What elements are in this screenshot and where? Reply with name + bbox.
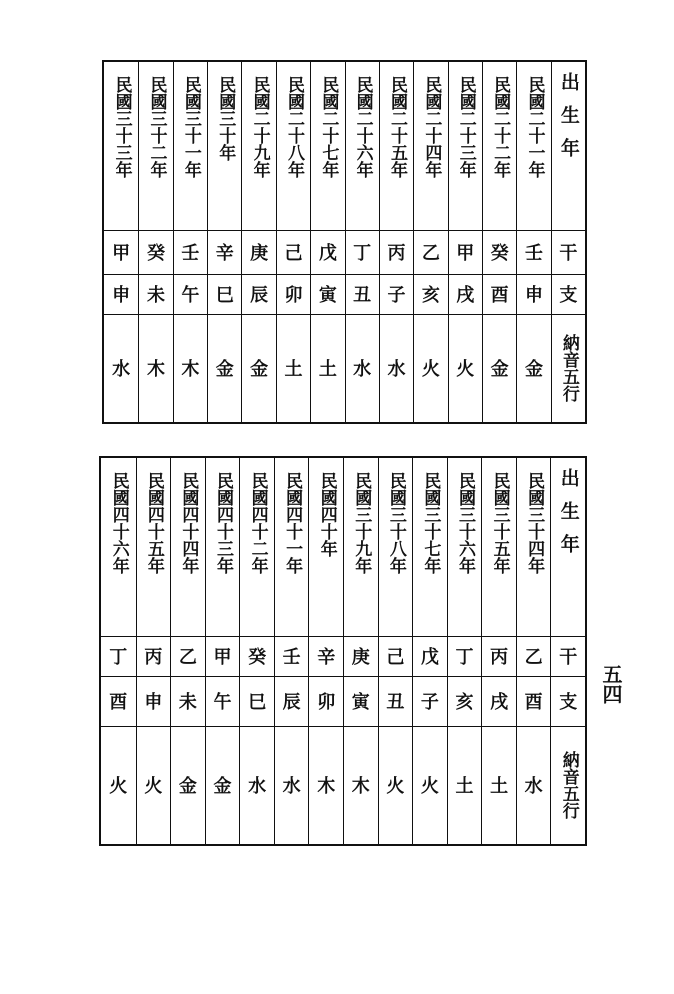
heavenly-stem-cell — [309, 636, 343, 676]
nayin-text: 木 — [181, 359, 200, 380]
nayin-text: 水 — [353, 359, 372, 380]
heavenly-stem-cell — [379, 636, 413, 676]
heavenly-stem-cell — [344, 636, 378, 676]
stem-text: 辛 — [215, 243, 234, 264]
nayin-text: 土 — [284, 359, 303, 380]
heavenly-stem-cell — [171, 636, 205, 676]
nayin-element-cell — [482, 726, 516, 844]
year-column — [274, 458, 309, 844]
branch-text: 丑 — [353, 285, 372, 306]
nayin-text: 金 — [250, 359, 269, 380]
nayin-text: 火 — [144, 776, 163, 797]
nayin-text: 金 — [215, 359, 234, 380]
earthly-branch-cell — [517, 274, 550, 314]
page-number: 五四 — [599, 664, 623, 704]
branch-text: 寅 — [318, 285, 337, 306]
earthly-branch-cell — [137, 676, 171, 726]
nayin-element-cell — [101, 726, 136, 844]
birth-year-cell — [242, 62, 275, 230]
branch-text: 子 — [420, 692, 439, 713]
birth-year-cell — [311, 62, 344, 230]
heavenly-stem-cell — [101, 636, 136, 676]
year-text: 民國三十五年 — [489, 472, 510, 574]
nayin-element-cell — [414, 314, 447, 422]
year-text: 民國四十四年 — [178, 472, 199, 574]
year-column — [448, 62, 482, 422]
branch-text: 卯 — [317, 692, 336, 713]
stem-text: 乙 — [524, 647, 543, 668]
header-stem-label: 干 — [559, 243, 578, 264]
birth-year-cell — [517, 62, 550, 230]
branch-text: 辰 — [282, 692, 301, 713]
year-column — [205, 458, 240, 844]
heavenly-stem-cell — [139, 230, 172, 274]
birth-year-cell — [137, 458, 171, 636]
nayin-text: 土 — [490, 776, 509, 797]
earthly-branch-cell — [206, 676, 240, 726]
header-nayin-label: 納音五行 — [558, 334, 579, 402]
year-text: 民國三十九年 — [351, 472, 372, 574]
nayin-text: 木 — [147, 359, 166, 380]
year-text: 民國二十六年 — [352, 76, 373, 178]
heavenly-stem-cell — [275, 636, 309, 676]
year-text: 民國四十三年 — [212, 472, 233, 574]
heavenly-stem-cell — [242, 230, 275, 274]
nayin-text: 金 — [524, 359, 543, 380]
stem-text: 癸 — [147, 243, 166, 264]
branch-text: 卯 — [284, 285, 303, 306]
year-text: 民國二十五年 — [387, 76, 408, 178]
heavenly-stem-cell — [482, 636, 516, 676]
stem-text: 己 — [386, 647, 405, 668]
branch-text: 巳 — [248, 692, 267, 713]
birth-year-cell — [517, 458, 551, 636]
earthly-branch-cell — [275, 676, 309, 726]
earthly-branch-cell — [414, 274, 447, 314]
birth-year-cell — [379, 458, 413, 636]
nayin-text: 土 — [455, 776, 474, 797]
earthly-branch-cell — [413, 676, 447, 726]
branch-text: 申 — [112, 285, 131, 306]
earthly-branch-cell — [448, 676, 482, 726]
branch-text: 辰 — [250, 285, 269, 306]
nayin-text: 火 — [109, 776, 128, 797]
branch-text: 申 — [524, 285, 543, 306]
branch-text: 酉 — [490, 285, 509, 306]
nayin-text: 金 — [213, 776, 232, 797]
year-text: 民國二十四年 — [421, 76, 442, 178]
nayin-element-cell — [483, 314, 516, 422]
nayin-text: 火 — [386, 776, 405, 797]
nayin-element-cell — [448, 726, 482, 844]
year-column — [447, 458, 482, 844]
earthly-branch-cell — [171, 676, 205, 726]
heavenly-stem-cell — [414, 230, 447, 274]
year-column — [345, 62, 379, 422]
earthly-branch-cell — [483, 274, 516, 314]
nayin-text: 水 — [282, 776, 301, 797]
nayin-element-cell — [208, 314, 241, 422]
birth-year-cell — [309, 458, 343, 636]
nayin-element-cell — [517, 726, 551, 844]
branch-text: 酉 — [109, 692, 128, 713]
branch-text: 戌 — [490, 692, 509, 713]
heavenly-stem-cell — [104, 230, 138, 274]
year-column — [136, 458, 171, 844]
birth-year-cell — [483, 62, 516, 230]
year-text: 民國四十六年 — [108, 472, 129, 574]
birth-year-cell — [275, 458, 309, 636]
stem-text: 丙 — [144, 647, 163, 668]
stem-text: 壬 — [181, 243, 200, 264]
year-text: 民國二十八年 — [283, 76, 304, 178]
earthly-branch-cell — [139, 274, 172, 314]
branch-text: 未 — [178, 692, 197, 713]
earthly-branch-cell — [344, 676, 378, 726]
heavenly-stem-cell — [517, 636, 551, 676]
year-text: 民國三十八年 — [385, 472, 406, 574]
year-column — [170, 458, 205, 844]
year-column — [516, 62, 550, 422]
heavenly-stem-cell — [517, 230, 550, 274]
branch-text: 子 — [387, 285, 406, 306]
stem-text: 庚 — [250, 243, 269, 264]
header-year — [552, 62, 585, 230]
birth-year-cell — [139, 62, 172, 230]
branch-text: 午 — [181, 285, 200, 306]
year-column — [310, 62, 344, 422]
year-text: 民國三十三年 — [111, 76, 132, 178]
nayin-element-cell — [379, 726, 413, 844]
earthly-branch-cell — [517, 676, 551, 726]
year-column — [378, 458, 413, 844]
nayin-element-cell — [380, 314, 413, 422]
earthly-branch-cell — [240, 676, 274, 726]
branch-text: 亥 — [455, 692, 474, 713]
earthly-branch-cell — [482, 676, 516, 726]
year-column — [343, 458, 378, 844]
year-text: 民國四十二年 — [247, 472, 268, 574]
ganzhi-table-1 — [102, 60, 587, 424]
birth-year-cell — [104, 62, 138, 230]
year-text: 民國二十九年 — [249, 76, 270, 178]
year-text: 民國四十一年 — [282, 472, 303, 574]
nayin-element-cell — [346, 314, 379, 422]
header-stem — [552, 230, 585, 274]
nayin-element-cell — [277, 314, 310, 422]
birth-year-cell — [449, 62, 482, 230]
stem-text: 甲 — [112, 243, 131, 264]
nayin-text: 火 — [421, 359, 440, 380]
branch-text: 酉 — [524, 692, 543, 713]
heavenly-stem-cell — [380, 230, 413, 274]
header-nayin-label: 納音五行 — [558, 751, 579, 819]
nayin-element-cell — [206, 726, 240, 844]
ganzhi-table-2 — [99, 456, 587, 846]
nayin-element-cell — [137, 726, 171, 844]
branch-text: 丑 — [386, 692, 405, 713]
nayin-text: 水 — [112, 359, 131, 380]
header-nayin — [552, 314, 585, 422]
year-text: 民國四十年 — [316, 472, 337, 557]
year-column — [104, 62, 138, 422]
birth-year-cell — [482, 458, 516, 636]
stem-text: 戊 — [318, 243, 337, 264]
year-column — [173, 62, 207, 422]
birth-year-cell — [101, 458, 136, 636]
year-text: 民國三十二年 — [146, 76, 167, 178]
birth-year-cell — [448, 458, 482, 636]
year-column — [239, 458, 274, 844]
nayin-text: 水 — [248, 776, 267, 797]
nayin-element-cell — [174, 314, 207, 422]
year-column — [138, 62, 172, 422]
nayin-element-cell — [517, 314, 550, 422]
header-column — [551, 62, 585, 422]
header-nayin — [551, 726, 585, 844]
year-text: 民國二十三年 — [455, 76, 476, 178]
header-year-label: 出生年 — [557, 468, 580, 567]
earthly-branch-cell — [346, 274, 379, 314]
stem-text: 壬 — [524, 243, 543, 264]
year-column — [379, 62, 413, 422]
stem-text: 辛 — [317, 647, 336, 668]
year-column — [241, 62, 275, 422]
year-column — [412, 458, 447, 844]
nayin-element-cell — [309, 726, 343, 844]
year-column — [516, 458, 551, 844]
earthly-branch-cell — [174, 274, 207, 314]
stem-text: 癸 — [490, 243, 509, 264]
heavenly-stem-cell — [311, 230, 344, 274]
earthly-branch-cell — [449, 274, 482, 314]
year-column — [482, 62, 516, 422]
stem-text: 乙 — [178, 647, 197, 668]
branch-text: 午 — [213, 692, 232, 713]
stem-text: 戊 — [420, 647, 439, 668]
heavenly-stem-cell — [483, 230, 516, 274]
year-text: 民國三十四年 — [524, 472, 545, 574]
stem-text: 丙 — [387, 243, 406, 264]
nayin-element-cell — [344, 726, 378, 844]
header-stem — [551, 636, 585, 676]
year-text: 民國四十五年 — [143, 472, 164, 574]
stem-text: 乙 — [421, 243, 440, 264]
nayin-text: 土 — [318, 359, 337, 380]
header-year-label: 出生年 — [557, 72, 580, 171]
header-branch — [552, 274, 585, 314]
stem-text: 丙 — [490, 647, 509, 668]
nayin-text: 金 — [490, 359, 509, 380]
stem-text: 庚 — [351, 647, 370, 668]
header-branch — [551, 676, 585, 726]
year-column — [276, 62, 310, 422]
nayin-element-cell — [449, 314, 482, 422]
birth-year-cell — [171, 458, 205, 636]
stem-text: 丁 — [455, 647, 474, 668]
birth-year-cell — [208, 62, 241, 230]
nayin-element-cell — [413, 726, 447, 844]
heavenly-stem-cell — [449, 230, 482, 274]
year-text: 民國二十一年 — [524, 76, 545, 178]
header-year — [551, 458, 585, 636]
branch-text: 未 — [147, 285, 166, 306]
birth-year-cell — [174, 62, 207, 230]
birth-year-cell — [380, 62, 413, 230]
header-stem-label: 干 — [559, 647, 578, 668]
earthly-branch-cell — [104, 274, 138, 314]
year-column — [101, 458, 136, 844]
stem-text: 癸 — [248, 647, 267, 668]
year-text: 民國二十二年 — [490, 76, 511, 178]
nayin-element-cell — [311, 314, 344, 422]
earthly-branch-cell — [101, 676, 136, 726]
year-text: 民國三十年 — [215, 76, 236, 161]
stem-text: 丁 — [109, 647, 128, 668]
birth-year-cell — [414, 62, 447, 230]
heavenly-stem-cell — [208, 230, 241, 274]
nayin-element-cell — [139, 314, 172, 422]
earthly-branch-cell — [277, 274, 310, 314]
stem-text: 壬 — [282, 647, 301, 668]
heavenly-stem-cell — [277, 230, 310, 274]
heavenly-stem-cell — [137, 636, 171, 676]
branch-text: 申 — [144, 692, 163, 713]
earthly-branch-cell — [379, 676, 413, 726]
heavenly-stem-cell — [240, 636, 274, 676]
year-column — [413, 62, 447, 422]
year-text: 民國三十七年 — [420, 472, 441, 574]
branch-text: 寅 — [351, 692, 370, 713]
birth-year-cell — [346, 62, 379, 230]
nayin-element-cell — [242, 314, 275, 422]
heavenly-stem-cell — [346, 230, 379, 274]
nayin-text: 火 — [456, 359, 475, 380]
year-text: 民國三十六年 — [454, 472, 475, 574]
nayin-text: 水 — [387, 359, 406, 380]
birth-year-cell — [277, 62, 310, 230]
year-text: 民國三十一年 — [180, 76, 201, 178]
nayin-element-cell — [240, 726, 274, 844]
year-column — [481, 458, 516, 844]
earthly-branch-cell — [380, 274, 413, 314]
earthly-branch-cell — [309, 676, 343, 726]
nayin-text: 木 — [317, 776, 336, 797]
birth-year-cell — [413, 458, 447, 636]
birth-year-cell — [206, 458, 240, 636]
heavenly-stem-cell — [174, 230, 207, 274]
branch-text: 亥 — [421, 285, 440, 306]
nayin-text: 水 — [524, 776, 543, 797]
header-column — [550, 458, 585, 844]
earthly-branch-cell — [208, 274, 241, 314]
header-branch-label: 支 — [559, 692, 578, 713]
birth-year-cell — [344, 458, 378, 636]
heavenly-stem-cell — [413, 636, 447, 676]
heavenly-stem-cell — [448, 636, 482, 676]
birth-year-cell — [240, 458, 274, 636]
stem-text: 甲 — [213, 647, 232, 668]
earthly-branch-cell — [242, 274, 275, 314]
header-branch-label: 支 — [559, 285, 578, 306]
nayin-element-cell — [171, 726, 205, 844]
year-text: 民國二十七年 — [318, 76, 339, 178]
stem-text: 己 — [284, 243, 303, 264]
stem-text: 丁 — [353, 243, 372, 264]
heavenly-stem-cell — [206, 636, 240, 676]
nayin-text: 火 — [420, 776, 439, 797]
nayin-element-cell — [104, 314, 138, 422]
stem-text: 甲 — [456, 243, 475, 264]
nayin-text: 木 — [351, 776, 370, 797]
year-column — [308, 458, 343, 844]
year-column — [207, 62, 241, 422]
earthly-branch-cell — [311, 274, 344, 314]
branch-text: 戌 — [456, 285, 475, 306]
nayin-text: 金 — [178, 776, 197, 797]
nayin-element-cell — [275, 726, 309, 844]
branch-text: 巳 — [215, 285, 234, 306]
